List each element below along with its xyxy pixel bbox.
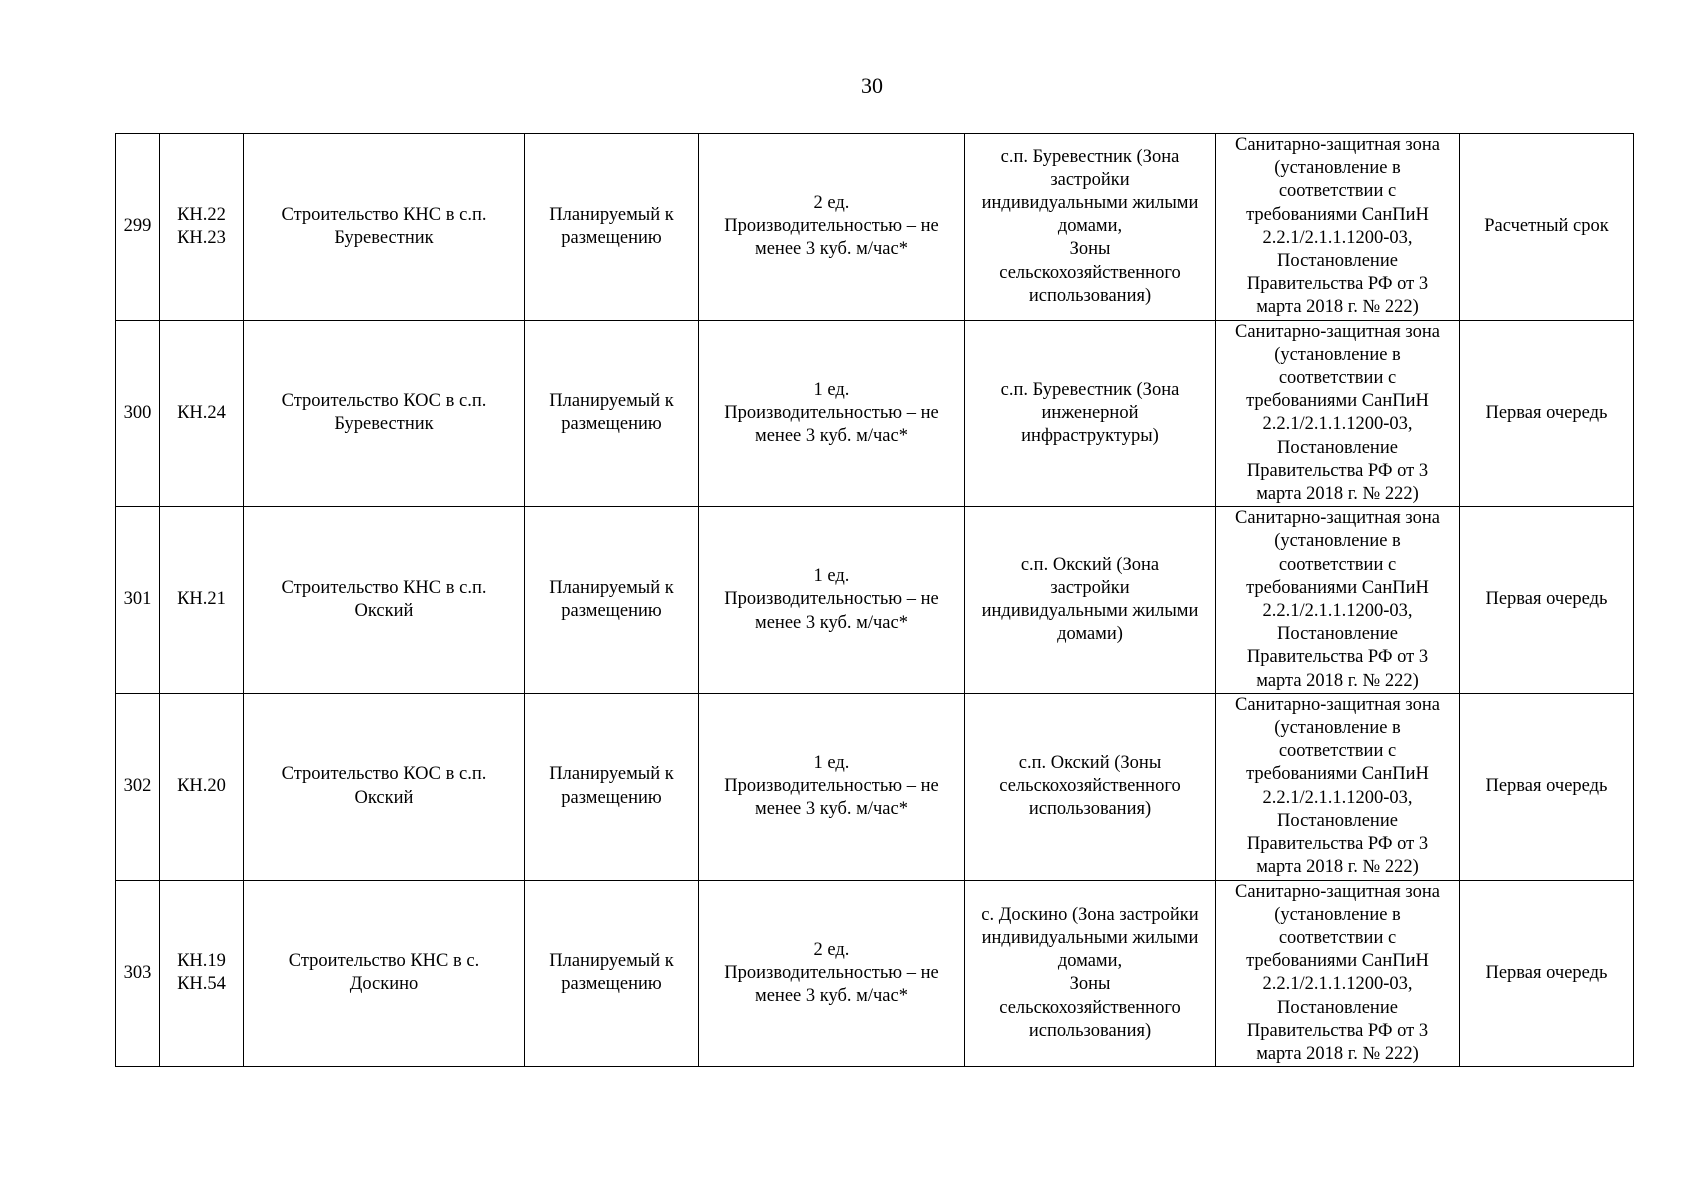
location-line: сельскохозяйственного <box>999 776 1181 797</box>
protective-zone-line: марта 2018 г. № 222) <box>1256 670 1419 691</box>
object-code-line: КН.20 <box>177 776 226 797</box>
capacity-line: 2 ед. <box>813 193 850 213</box>
object-name-cell <box>244 880 525 1067</box>
protective-zone-line: требованиями СанПиН <box>1246 391 1429 412</box>
capacity-line: 2 ед. <box>813 939 850 960</box>
object-status-line: Планируемый к <box>549 204 674 225</box>
protective-zone-cell <box>1216 880 1460 1067</box>
protective-zone-line: Санитарно-защитная зона <box>1235 694 1440 715</box>
object-status-cell <box>525 134 699 321</box>
protective-zone-line: требованиями СанПиН <box>1246 764 1429 785</box>
capacity-line: менее 3 куб. м/час* <box>755 426 908 447</box>
implementation-term-cell: Первая очередь <box>1460 507 1634 694</box>
protective-zone-line: Постановление <box>1277 810 1398 831</box>
row-number-cell: 300 <box>116 320 160 507</box>
protective-zone-cell <box>1216 507 1460 694</box>
object-status-cell <box>525 880 699 1067</box>
location-line: с.п. Буревестник (Зона <box>1000 146 1180 167</box>
protective-zone-line: Правительства РФ от 3 <box>1246 647 1429 668</box>
protective-zone-line: Санитарно-защитная зона <box>1235 881 1440 902</box>
protective-zone-line: (установление в <box>1274 718 1401 739</box>
location-line: Зоны <box>1069 974 1111 995</box>
object-code-line: КН.23 <box>177 227 226 248</box>
location-line: индивидуальными жилыми <box>981 193 1199 213</box>
location-line: использования) <box>1028 1020 1152 1041</box>
object-name-cell <box>244 507 525 694</box>
location-line: застройки <box>1050 577 1130 598</box>
protective-zone-line: требованиями СанПиН <box>1246 951 1429 972</box>
object-status-cell <box>525 507 699 694</box>
location-line: использования) <box>1028 799 1152 820</box>
protective-zone-line: 2.2.1/2.1.1.1200-03, <box>1262 227 1413 248</box>
location-line: с.п. Окский (Зона <box>1020 554 1160 575</box>
location-line: домами) <box>1057 624 1123 645</box>
capacity-cell <box>699 134 965 321</box>
protective-zone-line: марта 2018 г. № 222) <box>1256 297 1419 318</box>
table-row <box>116 693 1634 880</box>
location-cell <box>965 693 1216 880</box>
protective-zone-line: марта 2018 г. № 222) <box>1256 1043 1419 1064</box>
protective-zone-line: соответствии с <box>1278 554 1397 575</box>
protective-zone-line: соответствии с <box>1278 181 1397 202</box>
row-number-cell: 299 <box>116 134 160 321</box>
capacity-line: 1 ед. <box>813 566 850 587</box>
protective-zone-line: Постановление <box>1277 251 1398 272</box>
protective-zone-line: Санитарно-защитная зона <box>1235 135 1440 155</box>
location-line: с. Доскино (Зона застройки <box>981 904 1199 925</box>
object-name-line: Окский <box>354 787 414 808</box>
object-code-line: КН.22 <box>177 204 226 225</box>
object-code-cell <box>160 507 244 694</box>
protective-zone-line: Правительства РФ от 3 <box>1246 1020 1429 1041</box>
location-line: сельскохозяйственного <box>999 997 1181 1018</box>
protective-zone-cell <box>1216 693 1460 880</box>
capacity-line: менее 3 куб. м/час* <box>755 612 908 633</box>
capacity-cell <box>699 320 965 507</box>
capacity-line: менее 3 куб. м/час* <box>755 239 908 260</box>
protective-zone-line: Постановление <box>1277 997 1398 1018</box>
row-number-cell: 303 <box>116 880 160 1067</box>
location-cell <box>965 134 1216 321</box>
object-status-cell <box>525 320 699 507</box>
protective-zone-line: 2.2.1/2.1.1.1200-03, <box>1262 787 1413 808</box>
object-name-cell <box>244 320 525 507</box>
capacity-line: Производительностью – не <box>724 962 939 983</box>
protective-zone-line: требованиями СанПиН <box>1246 204 1429 225</box>
row-number-cell: 301 <box>116 507 160 694</box>
object-status-line: Планируемый к <box>549 951 674 972</box>
location-cell <box>965 507 1216 694</box>
location-line: индивидуальными жилыми <box>981 927 1199 948</box>
object-status-line: Планируемый к <box>549 764 674 785</box>
object-status-line: размещению <box>561 974 662 995</box>
capacity-line: менее 3 куб. м/час* <box>755 985 908 1006</box>
object-code-cell <box>160 693 244 880</box>
table-body <box>116 134 1634 1067</box>
location-line: инфраструктуры) <box>1021 426 1159 447</box>
object-code-cell <box>160 880 244 1067</box>
protective-zone-line: 2.2.1/2.1.1.1200-03, <box>1262 974 1413 995</box>
protective-zone-line: Правительства РФ от 3 <box>1246 460 1429 481</box>
location-line: домами, <box>1057 216 1123 237</box>
protective-zone-line: требованиями СанПиН <box>1246 577 1429 598</box>
protective-zone-line: Правительства РФ от 3 <box>1246 834 1429 855</box>
protective-zone-line: соответствии с <box>1278 927 1397 948</box>
page-number: 30 <box>861 73 883 98</box>
location-line: использования) <box>1028 285 1152 306</box>
object-code-line: КН.24 <box>177 402 226 423</box>
object-status-cell <box>525 693 699 880</box>
location-line: сельскохозяйственного <box>999 262 1181 283</box>
location-cell <box>965 880 1216 1067</box>
protective-zone-line: Правительства РФ от 3 <box>1246 274 1429 295</box>
capacity-line: 1 ед. <box>813 379 850 400</box>
object-status-line: Планируемый к <box>549 391 674 412</box>
object-code-line: КН.21 <box>177 589 226 610</box>
objects-table <box>115 133 1634 1067</box>
object-name-line: Строительство КОС в с.п. <box>281 391 487 412</box>
object-status-line: размещению <box>561 787 662 808</box>
implementation-term-cell: Первая очередь <box>1460 693 1634 880</box>
table-row <box>116 880 1634 1067</box>
capacity-line: 1 ед. <box>813 752 850 773</box>
location-line: инженерной <box>1041 402 1139 423</box>
object-code-cell <box>160 320 244 507</box>
object-name-cell <box>244 134 525 321</box>
protective-zone-line: (установление в <box>1274 158 1401 179</box>
capacity-line: Производительностью – не <box>724 589 939 610</box>
location-line: с.п. Буревестник (Зона <box>1000 379 1180 400</box>
object-name-line: Буревестник <box>334 227 434 248</box>
implementation-term-cell: Первая очередь <box>1460 320 1634 507</box>
capacity-line: Производительностью – не <box>724 776 939 797</box>
object-name-line: Строительство КНС в с. <box>288 951 480 972</box>
protective-zone-line: 2.2.1/2.1.1.1200-03, <box>1262 601 1413 622</box>
protective-zone-line: марта 2018 г. № 222) <box>1256 484 1419 505</box>
object-code-line: КН.54 <box>177 974 226 995</box>
object-code-cell <box>160 134 244 321</box>
table-row <box>116 507 1634 694</box>
object-name-line: Буревестник <box>334 414 434 435</box>
location-cell <box>965 320 1216 507</box>
row-number-cell: 302 <box>116 693 160 880</box>
object-name-line: Строительство КОС в с.п. <box>281 764 487 785</box>
object-status-line: размещению <box>561 601 662 622</box>
capacity-cell <box>699 880 965 1067</box>
capacity-cell <box>699 507 965 694</box>
object-name-line: Строительство КНС в с.п. <box>281 577 487 598</box>
protective-zone-line: Постановление <box>1277 437 1398 458</box>
protective-zone-line: Санитарно-защитная зона <box>1235 321 1440 342</box>
object-name-line: Окский <box>354 601 414 622</box>
location-line: Зоны <box>1069 239 1111 260</box>
object-status-line: размещению <box>561 227 662 248</box>
capacity-line: Производительностью – не <box>724 402 939 423</box>
implementation-term-cell: Первая очередь <box>1460 880 1634 1067</box>
location-line: с.п. Окский (Зоны <box>1018 752 1162 773</box>
object-name-line: Доскино <box>349 974 419 995</box>
protective-zone-cell <box>1216 320 1460 507</box>
object-name-cell <box>244 693 525 880</box>
object-status-line: Планируемый к <box>549 577 674 598</box>
protective-zone-line: марта 2018 г. № 222) <box>1256 857 1419 878</box>
capacity-cell <box>699 693 965 880</box>
protective-zone-line: Санитарно-защитная зона <box>1235 508 1440 529</box>
capacity-line: Производительностью – не <box>724 216 939 237</box>
protective-zone-cell <box>1216 134 1460 321</box>
location-line: застройки <box>1050 169 1130 190</box>
protective-zone-line: (установление в <box>1274 904 1401 925</box>
implementation-term-cell: Расчетный срок <box>1460 134 1634 321</box>
location-line: домами, <box>1057 951 1123 972</box>
object-name-line: Строительство КНС в с.п. <box>281 204 487 225</box>
object-status-line: размещению <box>561 414 662 435</box>
capacity-line: менее 3 куб. м/час* <box>755 799 908 820</box>
object-code-line: КН.19 <box>177 951 226 972</box>
protective-zone-line: Постановление <box>1277 624 1398 645</box>
protective-zone-line: (установление в <box>1274 344 1401 365</box>
protective-zone-line: 2.2.1/2.1.1.1200-03, <box>1262 414 1413 435</box>
table-row <box>116 320 1634 507</box>
protective-zone-line: соответствии с <box>1278 741 1397 762</box>
protective-zone-line: (установление в <box>1274 531 1401 552</box>
protective-zone-line: соответствии с <box>1278 368 1397 389</box>
location-line: индивидуальными жилыми <box>981 601 1199 622</box>
table-row <box>116 134 1634 321</box>
